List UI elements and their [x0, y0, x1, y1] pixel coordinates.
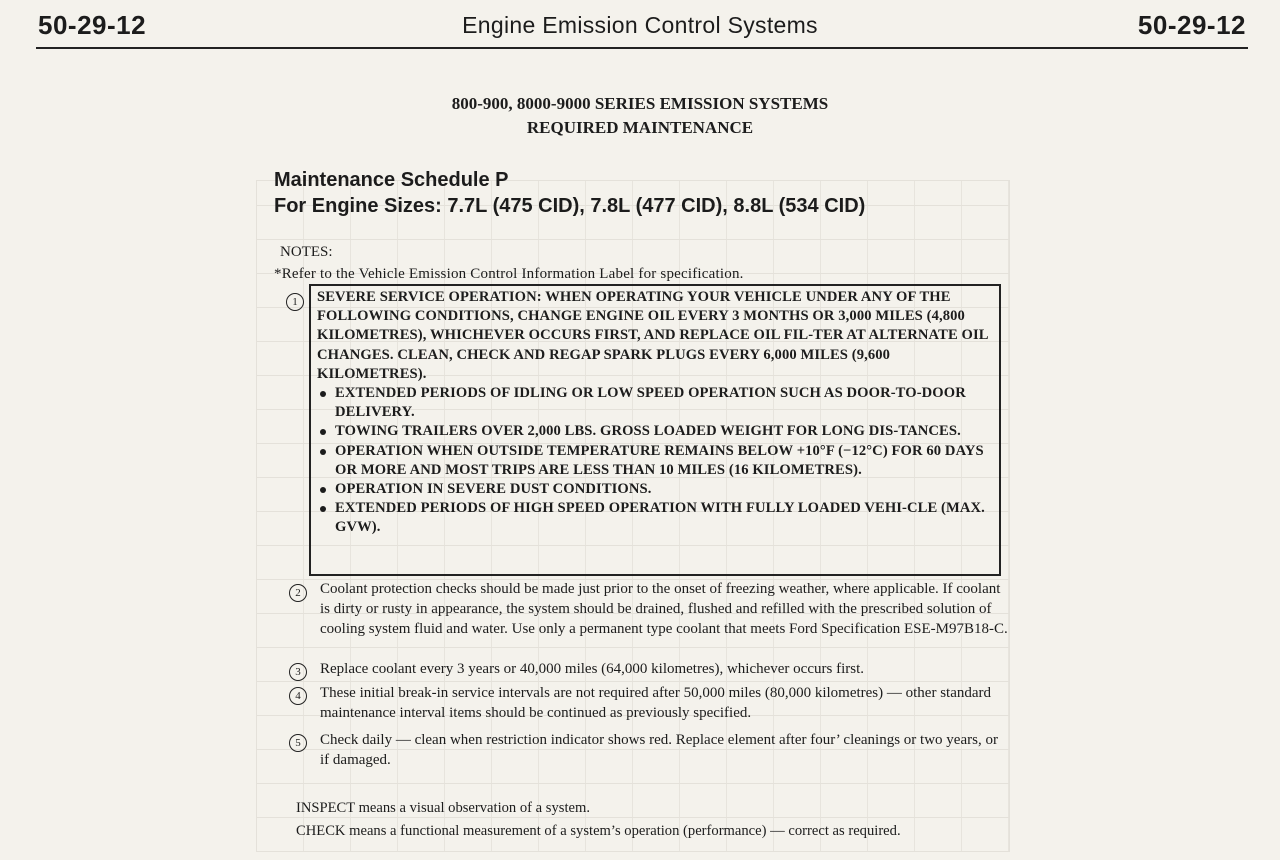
severe-condition-item: OPERATION IN SEVERE DUST CONDITIONS.	[317, 480, 997, 499]
schedule-heading	[274, 167, 865, 219]
severe-service-note	[317, 288, 997, 538]
page-number-left: 50-29-12	[38, 10, 147, 40]
coolant-replace-note: Replace coolant every 3 years or 40,000 miles (64,000 kilometres), whichever occurs first.	[320, 661, 864, 677]
header-rule	[36, 47, 1248, 49]
page-header	[0, 0, 1280, 52]
note-number-1: 1	[286, 293, 304, 311]
coolant-check-note: Coolant protection checks should be made just prior to the onset of freezing weather, where applicable. If coolant is dirty or rusty in appearance, the system should be drained, flushed and refilled with the prescribed solution of cooling system fluid and water. Use only a permanent type coolant that meets Ford Specification ESE-M97B18-C.	[320, 581, 1008, 637]
break-in-note: These initial break-in service intervals are not required after 50,000 miles (80,000 kilometres) — other standard maintenance interval items should be continued as previously specified.	[320, 685, 992, 721]
severe-condition-item: EXTENDED PERIODS OF IDLING OR LOW SPEED OPERATION SUCH AS DOOR-TO-DOOR DELIVERY.	[317, 384, 997, 422]
severe-condition-item: TOWING TRAILERS OVER 2,000 LBS. GROSS LOADED WEIGHT FOR LONG DIS-TANCES.	[317, 422, 997, 441]
note-number-3: 3	[289, 663, 307, 681]
note-number-5: 5	[289, 734, 307, 752]
engine-sizes: For Engine Sizes: 7.7L (475 CID), 7.8L (477 CID), 8.8L (534 CID)	[274, 195, 866, 217]
inspect-definition: INSPECT means a visual observation of a system.	[296, 800, 590, 816]
schedule-title: Maintenance Schedule P	[274, 169, 509, 191]
severe-service-intro: SEVERE SERVICE OPERATION: WHEN OPERATING YOUR VEHICLE UNDER ANY OF THE FOLLOWING CONDITIONS, CHANGE ENGINE OIL EVERY 3 MONTHS OR 3,000 MILES (4,800 KILOMETRES), WHICHEVER OCCURS FIRST, AND REPLACE OIL FIL-TER AT ALTERNATE OIL CHANGES. CLEAN, CHECK AND REGAP SPARK PLUGS EVERY 6,000 MILES (9,600 KILOMETRES).	[317, 289, 988, 382]
notes-label: NOTES:	[280, 244, 333, 260]
check-definition: CHECK means a functional measurement of a system’s operation (performance) — correct as required.	[296, 823, 901, 839]
severe-conditions-list	[317, 384, 997, 538]
air-cleaner-note: Check daily — clean when restriction indicator shows red. Replace element after four’ cleanings or two years, or if damaged.	[320, 732, 998, 768]
document-title-line-2: REQUIRED MAINTENANCE	[526, 118, 754, 137]
severe-condition-item: EXTENDED PERIODS OF HIGH SPEED OPERATION WITH FULLY LOADED VEHI-CLE (MAX. GVW).	[317, 499, 997, 537]
severe-condition-item: OPERATION WHEN OUTSIDE TEMPERATURE REMAINS BELOW +10°F (−12°C) FOR 60 DAYS OR MORE AND MOST TRIPS ARE LESS THAN 10 MILES (16 KILOMETRES).	[317, 442, 997, 480]
page-number-right: 50-29-12	[1137, 10, 1246, 40]
running-title: Engine Emission Control Systems	[462, 12, 818, 38]
document-title-line-1: 800-900, 8000-9000 SERIES EMISSION SYSTEMS	[451, 94, 829, 113]
note-number-2: 2	[289, 584, 307, 602]
document-title	[0, 92, 1280, 140]
refer-note: *Refer to the Vehicle Emission Control Information Label for specification.	[274, 266, 744, 282]
note-number-4: 4	[289, 687, 307, 705]
